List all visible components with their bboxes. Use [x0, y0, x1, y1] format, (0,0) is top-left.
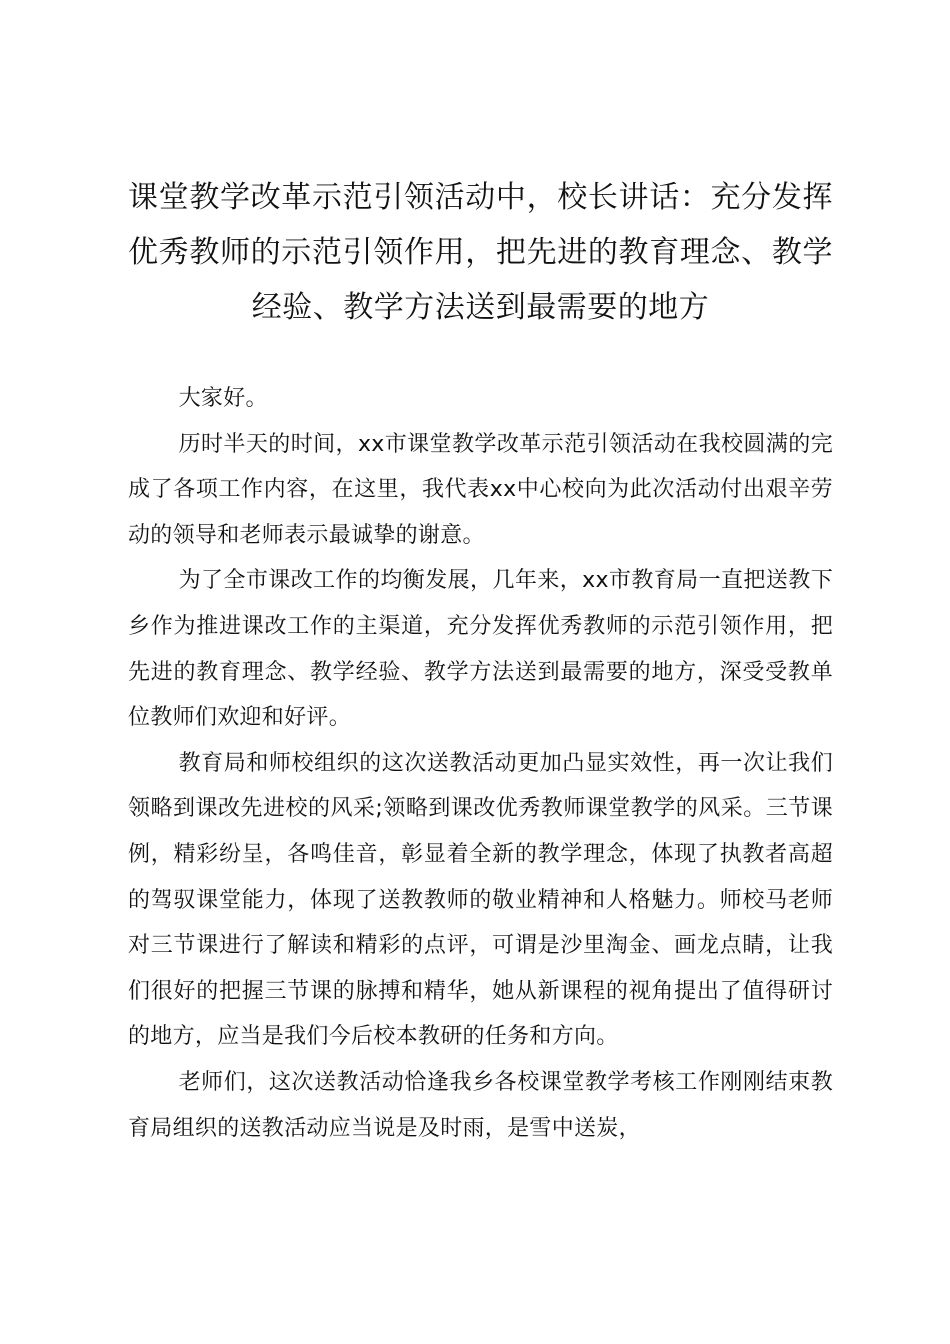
paragraph-background: 为了全市课改工作的均衡发展，几年来，xx市教育局一直把送教下乡作为推进课改工作的主渠道，充分发挥优秀教师的示范引领作用，把先进的教育理念、教学经验、教学方法送到最需要的地方，深受受教单位教师们欢迎和好评。	[128, 568, 833, 731]
paragraph-evaluation: 教育局和师校组织的这次送教活动更加凸显实效性，再一次让我们领略到课改先进校的风采;领略到课改优秀教师课堂教学的风采。三节课例，精彩纷呈，各鸣佳音，彰显着全新的教学理念，体现了执教者高超的驾驭课堂能力，体现了送教教师的敬业精神和人格魅力。师校马老师对三节课进行了解读和精彩的点评，可谓是沙里淘金、画龙点睛，让我们很好的把握三节课的脉搏和精华，她从新课程的视角提出了值得研讨的地方，应当是我们今后校本教研的任务和方向。	[128, 750, 833, 1050]
paragraph-closing: 老师们，这次送教活动恰逢我乡各校课堂教学考核工作刚刚结束教育局组织的送教活动应当说是及时雨，是雪中送炭，	[128, 1069, 833, 1141]
document-body	[128, 376, 833, 1151]
paragraph-greeting: 大家好。	[178, 386, 268, 411]
paragraph-thanks: 历时半天的时间，xx市课堂教学改革示范引领活动在我校圆满的完成了各项工作内容，在这里，我代表xx中心校向为此次活动付出艰辛劳动的领导和老师表示最诚挚的谢意。	[128, 431, 833, 548]
document-title: 课堂教学改革示范引领活动中，校长讲话：充分发挥优秀教师的示范引领作用，把先进的教育理念、教学经验、教学方法送到最需要的地方	[128, 180, 833, 325]
